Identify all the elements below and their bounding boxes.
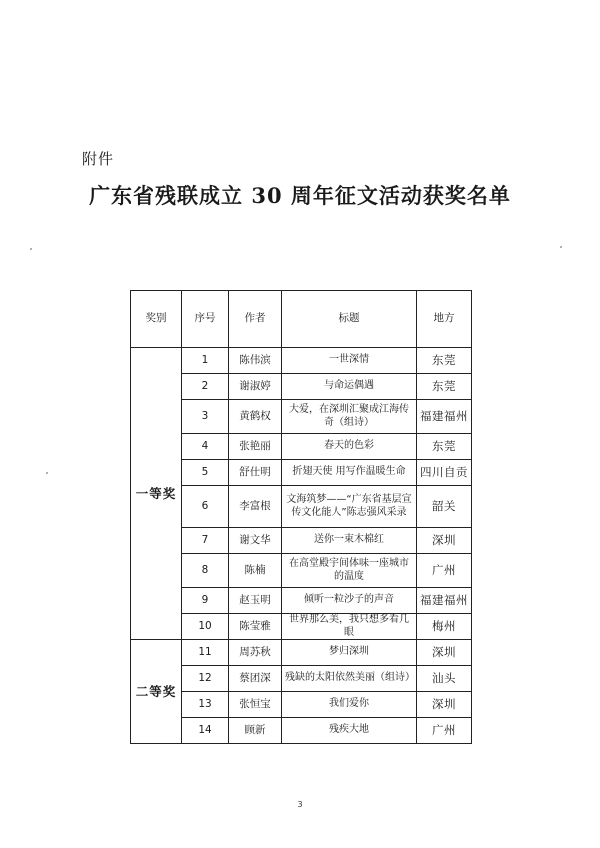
scan-speck <box>30 248 32 250</box>
row-author: 陈楠 <box>229 554 282 588</box>
row-place: 东莞 <box>417 434 472 460</box>
row-number: 8 <box>182 554 229 588</box>
row-author: 陈伟滨 <box>229 348 282 374</box>
row-title: 梦归深圳 <box>282 640 417 666</box>
row-title: 春天的色彩 <box>282 434 417 460</box>
table-row <box>131 528 472 554</box>
row-place: 梅州 <box>417 614 472 640</box>
column-header-number: 序号 <box>182 291 229 348</box>
row-title: 残缺的太阳依然美丽（组诗） <box>282 666 417 692</box>
row-number: 3 <box>182 400 229 434</box>
table-row <box>131 460 472 486</box>
row-author: 周苏秋 <box>229 640 282 666</box>
row-author: 张艳丽 <box>229 434 282 460</box>
row-author: 顾新 <box>229 718 282 744</box>
scan-speck <box>46 472 48 474</box>
row-title: 大爱，在深圳汇聚成江海传奇（组诗） <box>282 400 417 434</box>
row-number: 4 <box>182 434 229 460</box>
award-category: 二等奖 <box>131 640 182 744</box>
row-author: 蔡团深 <box>229 666 282 692</box>
row-author: 黄鹤权 <box>229 400 282 434</box>
table-row <box>131 666 472 692</box>
row-place: 东莞 <box>417 374 472 400</box>
row-place: 深圳 <box>417 640 472 666</box>
row-author: 张恒宝 <box>229 692 282 718</box>
row-title: 残疾大地 <box>282 718 417 744</box>
row-author: 赵玉明 <box>229 588 282 614</box>
row-place: 福建福州 <box>417 400 472 434</box>
column-header-category: 奖别 <box>131 291 182 348</box>
table-row <box>131 348 472 374</box>
table-row <box>131 400 472 434</box>
row-place: 东莞 <box>417 348 472 374</box>
row-title: 倾听一粒沙子的声音 <box>282 588 417 614</box>
row-place: 广州 <box>417 554 472 588</box>
table-row <box>131 640 472 666</box>
row-number: 9 <box>182 588 229 614</box>
row-place: 汕头 <box>417 666 472 692</box>
row-title: 我们爱你 <box>282 692 417 718</box>
row-author: 谢淑婷 <box>229 374 282 400</box>
row-number: 14 <box>182 718 229 744</box>
row-number: 5 <box>182 460 229 486</box>
column-header-author: 作者 <box>229 291 282 348</box>
row-place: 福建福州 <box>417 588 472 614</box>
row-number: 6 <box>182 486 229 528</box>
row-author: 李富根 <box>229 486 282 528</box>
table-body <box>131 348 472 744</box>
row-author: 谢文华 <box>229 528 282 554</box>
row-title: 一世深情 <box>282 348 417 374</box>
table-row <box>131 486 472 528</box>
award-category: 一等奖 <box>131 348 182 640</box>
table-row <box>131 614 472 640</box>
page-number: 3 <box>297 800 303 809</box>
column-header-place: 地方 <box>417 291 472 348</box>
scan-speck <box>560 246 562 248</box>
row-title: 文海筑梦——“广东省基层宣传文化能人”陈志强风采录 <box>282 486 417 528</box>
attachment-label: 附件 <box>82 150 115 168</box>
row-title: 与命运偶遇 <box>282 374 417 400</box>
row-number: 12 <box>182 666 229 692</box>
awards-table <box>130 290 472 744</box>
row-place: 韶关 <box>417 486 472 528</box>
row-author: 舒仕明 <box>229 460 282 486</box>
row-title: 在高堂殿宇间体味一座城市的温度 <box>282 554 417 588</box>
table-row <box>131 692 472 718</box>
row-number: 7 <box>182 528 229 554</box>
table-row <box>131 434 472 460</box>
row-place: 深圳 <box>417 528 472 554</box>
row-title: 折翅天使 用写作温暖生命 <box>282 460 417 486</box>
row-number: 13 <box>182 692 229 718</box>
table-row <box>131 554 472 588</box>
row-place: 四川自贡 <box>417 460 472 486</box>
document-title: 广东省残联成立 30 周年征文活动获奖名单 <box>89 183 511 208</box>
row-title: 送你一束木棉红 <box>282 528 417 554</box>
row-number: 11 <box>182 640 229 666</box>
row-number: 1 <box>182 348 229 374</box>
row-number: 10 <box>182 614 229 640</box>
column-header-title: 标题 <box>282 291 417 348</box>
row-place: 深圳 <box>417 692 472 718</box>
row-place: 广州 <box>417 718 472 744</box>
table-row <box>131 374 472 400</box>
row-number: 2 <box>182 374 229 400</box>
table-header-row <box>131 291 472 348</box>
row-author: 陈莹雅 <box>229 614 282 640</box>
row-title: 世界那么美，我只想多看几眼 <box>282 614 417 640</box>
table-row <box>131 718 472 744</box>
table-row <box>131 588 472 614</box>
